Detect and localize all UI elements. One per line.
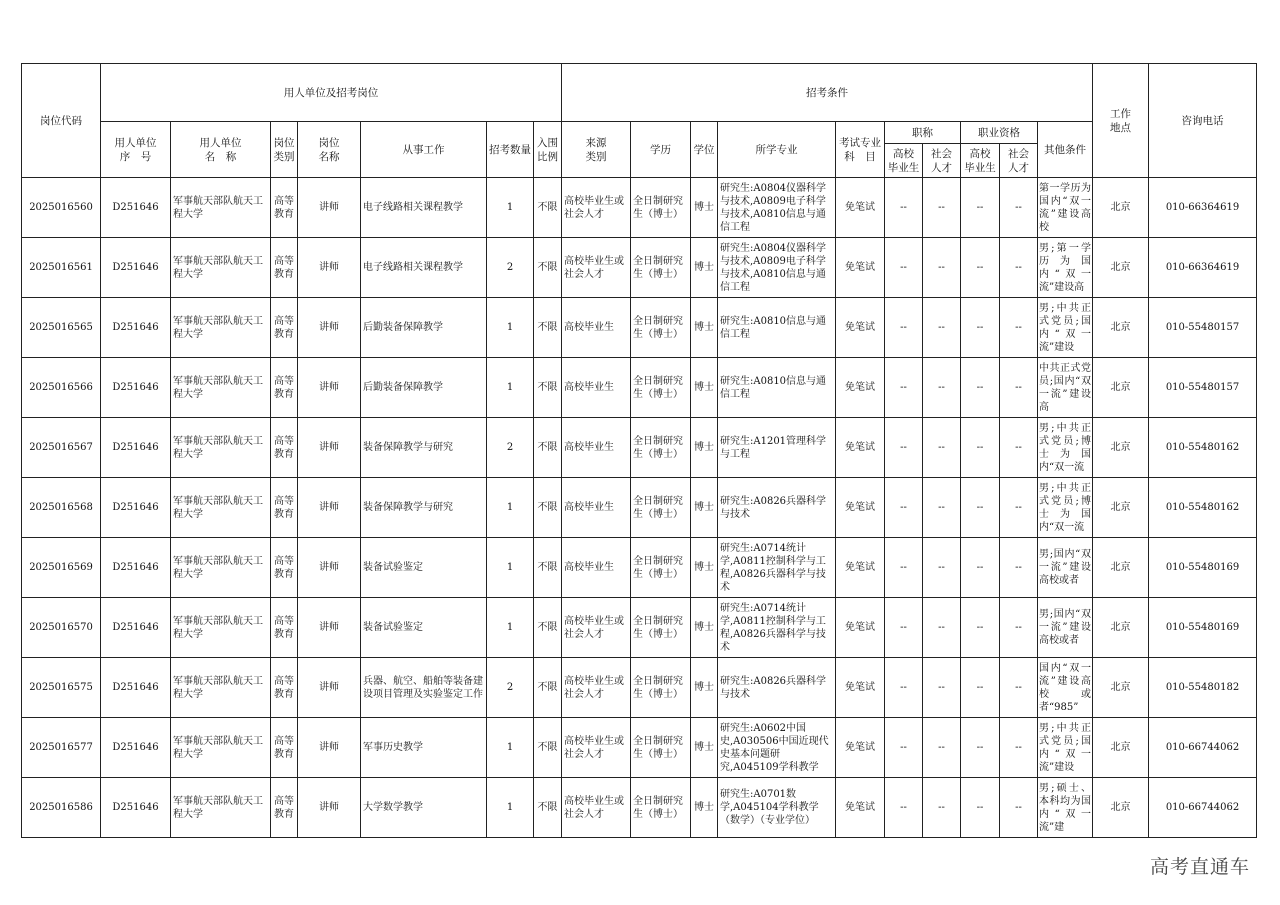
row-major: 研究生:A1201管理科学与工程 xyxy=(718,418,836,478)
row-title-social: -- xyxy=(923,478,961,538)
row-post: 讲师 xyxy=(298,718,361,778)
row-major: 研究生:A0810信息与通信工程 xyxy=(718,298,836,358)
row-other: 男;中共正式党员;博士为国内“双一流 xyxy=(1038,418,1093,478)
row-exam: 免笔试 xyxy=(836,538,885,598)
row-code: 2025016568 xyxy=(22,478,101,538)
row-title-social: -- xyxy=(923,718,961,778)
row-exam: 免笔试 xyxy=(836,238,885,298)
row-ratio: 不限 xyxy=(534,238,562,298)
row-post: 讲师 xyxy=(298,538,361,598)
row-phone: 010-55480157 xyxy=(1149,298,1257,358)
row-location: 北京 xyxy=(1093,358,1149,418)
row-unit-no: D251646 xyxy=(101,778,171,838)
row-other: 男;国内“双一流”建设高校或者 xyxy=(1038,598,1093,658)
row-unit-name: 军事航天部队航天工程大学 xyxy=(171,538,271,598)
row-qual-grad: -- xyxy=(961,358,1000,418)
row-location: 北京 xyxy=(1093,418,1149,478)
row-phone: 010-55480162 xyxy=(1149,418,1257,478)
table-row xyxy=(22,598,1257,658)
row-work: 装备试验鉴定 xyxy=(361,538,487,598)
row-location: 北京 xyxy=(1093,718,1149,778)
row-source: 高校毕业生或社会人才 xyxy=(562,718,631,778)
table-row xyxy=(22,718,1257,778)
row-source: 高校毕业生或社会人才 xyxy=(562,238,631,298)
row-ratio: 不限 xyxy=(534,778,562,838)
header-unit-no: 用人单位 序 号 xyxy=(101,122,171,178)
row-qual-grad: -- xyxy=(961,298,1000,358)
row-education: 全日制研究生（博士） xyxy=(631,778,691,838)
row-degree: 博士 xyxy=(691,778,718,838)
row-title-grad: -- xyxy=(885,598,923,658)
row-degree: 博士 xyxy=(691,598,718,658)
row-degree: 博士 xyxy=(691,298,718,358)
row-phone: 010-66744062 xyxy=(1149,778,1257,838)
row-qual-grad: -- xyxy=(961,598,1000,658)
row-phone: 010-55480157 xyxy=(1149,358,1257,418)
header-title-social: 社会 人才 xyxy=(923,144,961,178)
row-unit-no: D251646 xyxy=(101,598,171,658)
row-qual-grad: -- xyxy=(961,778,1000,838)
row-source: 高校毕业生 xyxy=(562,418,631,478)
row-source: 高校毕业生或社会人才 xyxy=(562,658,631,718)
row-source: 高校毕业生 xyxy=(562,298,631,358)
table-row xyxy=(22,418,1257,478)
row-exam: 免笔试 xyxy=(836,718,885,778)
row-major: 研究生:A0701数学,A045104学科教学（数学）（专业学位） xyxy=(718,778,836,838)
row-exam: 免笔试 xyxy=(836,178,885,238)
row-work: 电子线路相关课程教学 xyxy=(361,178,487,238)
watermark: 高考直通车 xyxy=(1149,856,1250,878)
row-work: 装备试验鉴定 xyxy=(361,598,487,658)
row-qual-grad: -- xyxy=(961,238,1000,298)
row-code: 2025016577 xyxy=(22,718,101,778)
row-title-grad: -- xyxy=(885,658,923,718)
header-code: 岗位代码 xyxy=(22,64,101,178)
header-quota: 招考数量 xyxy=(487,122,534,178)
row-exam: 免笔试 xyxy=(836,358,885,418)
header-title: 职称 xyxy=(885,122,961,144)
row-category: 高等教育 xyxy=(271,538,298,598)
row-location: 北京 xyxy=(1093,178,1149,238)
header-qual-social: 社会 人才 xyxy=(1000,144,1038,178)
row-qual-grad: -- xyxy=(961,478,1000,538)
row-quota: 1 xyxy=(487,538,534,598)
row-phone: 010-66364619 xyxy=(1149,178,1257,238)
row-quota: 1 xyxy=(487,478,534,538)
table-row xyxy=(22,298,1257,358)
row-degree: 博士 xyxy=(691,478,718,538)
row-category: 高等教育 xyxy=(271,418,298,478)
row-education: 全日制研究生（博士） xyxy=(631,718,691,778)
row-title-grad: -- xyxy=(885,478,923,538)
row-qual-social: -- xyxy=(1000,298,1038,358)
row-ratio: 不限 xyxy=(534,598,562,658)
row-category: 高等教育 xyxy=(271,778,298,838)
row-unit-no: D251646 xyxy=(101,658,171,718)
row-phone: 010-66744062 xyxy=(1149,718,1257,778)
table-row xyxy=(22,178,1257,238)
row-quota: 1 xyxy=(487,358,534,418)
row-major: 研究生:A0714统计学,A0811控制科学与工程,A0826兵器科学与技术 xyxy=(718,598,836,658)
row-code: 2025016566 xyxy=(22,358,101,418)
header-qualification: 职业资格 xyxy=(961,122,1038,144)
row-unit-no: D251646 xyxy=(101,298,171,358)
row-title-grad: -- xyxy=(885,238,923,298)
row-unit-name: 军事航天部队航天工程大学 xyxy=(171,178,271,238)
row-source: 高校毕业生或社会人才 xyxy=(562,178,631,238)
row-title-grad: -- xyxy=(885,418,923,478)
header-ratio: 入围 比例 xyxy=(534,122,562,178)
row-title-grad: -- xyxy=(885,298,923,358)
row-major: 研究生:A0714统计学,A0811控制科学与工程,A0826兵器科学与技术 xyxy=(718,538,836,598)
row-degree: 博士 xyxy=(691,718,718,778)
row-unit-no: D251646 xyxy=(101,358,171,418)
row-source: 高校毕业生或社会人才 xyxy=(562,778,631,838)
row-qual-social: -- xyxy=(1000,478,1038,538)
row-major: 研究生:A0804仪器科学与技术,A0809电子科学与技术,A0810信息与通信工程 xyxy=(718,178,836,238)
header-other: 其他条件 xyxy=(1038,122,1093,178)
row-title-social: -- xyxy=(923,358,961,418)
row-category: 高等教育 xyxy=(271,718,298,778)
header-title-grad: 高校 毕业生 xyxy=(885,144,923,178)
row-post: 讲师 xyxy=(298,178,361,238)
header-unit-group: 用人单位及招考岗位 xyxy=(101,64,562,122)
header-condition-group: 招考条件 xyxy=(562,64,1093,122)
row-qual-social: -- xyxy=(1000,358,1038,418)
row-exam: 免笔试 xyxy=(836,418,885,478)
row-unit-name: 军事航天部队航天工程大学 xyxy=(171,778,271,838)
table-row xyxy=(22,238,1257,298)
row-post: 讲师 xyxy=(298,778,361,838)
header-post-name: 岗位 名称 xyxy=(298,122,361,178)
row-code: 2025016575 xyxy=(22,658,101,718)
row-title-social: -- xyxy=(923,598,961,658)
row-degree: 博士 xyxy=(691,538,718,598)
row-education: 全日制研究生（博士） xyxy=(631,478,691,538)
row-major: 研究生:A0826兵器科学与技术 xyxy=(718,478,836,538)
row-ratio: 不限 xyxy=(534,718,562,778)
row-other: 男;硕士、本科均为国内“双一流”建 xyxy=(1038,778,1093,838)
row-location: 北京 xyxy=(1093,778,1149,838)
row-post: 讲师 xyxy=(298,358,361,418)
row-exam: 免笔试 xyxy=(836,298,885,358)
row-category: 高等教育 xyxy=(271,238,298,298)
row-unit-name: 军事航天部队航天工程大学 xyxy=(171,418,271,478)
row-degree: 博士 xyxy=(691,358,718,418)
row-qual-grad: -- xyxy=(961,718,1000,778)
row-other: 男;中共正式党员;国内“双一流”建设 xyxy=(1038,298,1093,358)
header-degree: 学位 xyxy=(691,122,718,178)
row-location: 北京 xyxy=(1093,598,1149,658)
row-qual-social: -- xyxy=(1000,598,1038,658)
row-ratio: 不限 xyxy=(534,538,562,598)
row-title-social: -- xyxy=(923,418,961,478)
header-location: 工作 地点 xyxy=(1093,64,1149,178)
row-unit-no: D251646 xyxy=(101,238,171,298)
row-quota: 1 xyxy=(487,298,534,358)
row-title-social: -- xyxy=(923,658,961,718)
table-row xyxy=(22,778,1257,838)
row-other: 国内“双一流”建设高校或者“985” xyxy=(1038,658,1093,718)
row-title-grad: -- xyxy=(885,358,923,418)
row-qual-grad: -- xyxy=(961,538,1000,598)
row-post: 讲师 xyxy=(298,478,361,538)
row-code: 2025016567 xyxy=(22,418,101,478)
table-row xyxy=(22,658,1257,718)
row-exam: 免笔试 xyxy=(836,478,885,538)
row-qual-social: -- xyxy=(1000,658,1038,718)
row-education: 全日制研究生（博士） xyxy=(631,538,691,598)
header-unit-name: 用人单位 名 称 xyxy=(171,122,271,178)
row-title-grad: -- xyxy=(885,178,923,238)
header-major: 所学专业 xyxy=(718,122,836,178)
row-qual-social: -- xyxy=(1000,178,1038,238)
header-source: 来源 类别 xyxy=(562,122,631,178)
row-source: 高校毕业生 xyxy=(562,478,631,538)
row-quota: 2 xyxy=(487,238,534,298)
row-qual-social: -- xyxy=(1000,238,1038,298)
row-post: 讲师 xyxy=(298,298,361,358)
row-title-grad: -- xyxy=(885,778,923,838)
row-education: 全日制研究生（博士） xyxy=(631,298,691,358)
row-title-grad: -- xyxy=(885,718,923,778)
row-category: 高等教育 xyxy=(271,298,298,358)
row-work: 电子线路相关课程教学 xyxy=(361,238,487,298)
header-work: 从事工作 xyxy=(361,122,487,178)
header-qual-grad: 高校 毕业生 xyxy=(961,144,1000,178)
row-phone: 010-66364619 xyxy=(1149,238,1257,298)
row-title-social: -- xyxy=(923,178,961,238)
row-exam: 免笔试 xyxy=(836,658,885,718)
row-ratio: 不限 xyxy=(534,658,562,718)
row-phone: 010-55480169 xyxy=(1149,598,1257,658)
header-category: 岗位 类别 xyxy=(271,122,298,178)
row-work: 兵器、航空、船舶等装备建设项目管理及实验鉴定工作 xyxy=(361,658,487,718)
row-degree: 博士 xyxy=(691,418,718,478)
row-unit-name: 军事航天部队航天工程大学 xyxy=(171,358,271,418)
row-other: 男;中共正式党员;国内“双一流”建设 xyxy=(1038,718,1093,778)
row-ratio: 不限 xyxy=(534,178,562,238)
row-unit-no: D251646 xyxy=(101,718,171,778)
row-title-social: -- xyxy=(923,538,961,598)
row-quota: 2 xyxy=(487,418,534,478)
row-title-grad: -- xyxy=(885,538,923,598)
row-qual-social: -- xyxy=(1000,718,1038,778)
row-education: 全日制研究生（博士） xyxy=(631,238,691,298)
row-code: 2025016565 xyxy=(22,298,101,358)
row-quota: 1 xyxy=(487,778,534,838)
row-qual-social: -- xyxy=(1000,778,1038,838)
row-unit-name: 军事航天部队航天工程大学 xyxy=(171,718,271,778)
row-qual-social: -- xyxy=(1000,538,1038,598)
row-unit-name: 军事航天部队航天工程大学 xyxy=(171,298,271,358)
row-location: 北京 xyxy=(1093,538,1149,598)
row-degree: 博士 xyxy=(691,658,718,718)
row-education: 全日制研究生（博士） xyxy=(631,598,691,658)
row-title-social: -- xyxy=(923,238,961,298)
row-post: 讲师 xyxy=(298,238,361,298)
row-exam: 免笔试 xyxy=(836,778,885,838)
row-phone: 010-55480182 xyxy=(1149,658,1257,718)
row-ratio: 不限 xyxy=(534,298,562,358)
row-category: 高等教育 xyxy=(271,178,298,238)
row-ratio: 不限 xyxy=(534,478,562,538)
table-row xyxy=(22,538,1257,598)
row-location: 北京 xyxy=(1093,658,1149,718)
row-other: 中共正式党员;国内“双一流”建设高 xyxy=(1038,358,1093,418)
row-title-social: -- xyxy=(923,298,961,358)
row-education: 全日制研究生（博士） xyxy=(631,358,691,418)
header-education: 学历 xyxy=(631,122,691,178)
table-row xyxy=(22,358,1257,418)
table-row xyxy=(22,478,1257,538)
row-exam: 免笔试 xyxy=(836,598,885,658)
recruitment-table xyxy=(21,63,1257,838)
row-unit-name: 军事航天部队航天工程大学 xyxy=(171,658,271,718)
row-major: 研究生:A0826兵器科学与技术 xyxy=(718,658,836,718)
row-code: 2025016560 xyxy=(22,178,101,238)
row-major: 研究生:A0810信息与通信工程 xyxy=(718,358,836,418)
row-work: 装备保障教学与研究 xyxy=(361,478,487,538)
row-major: 研究生:A0602中国史,A030506中国近现代史基本问题研究,A045109学科教学 xyxy=(718,718,836,778)
row-category: 高等教育 xyxy=(271,478,298,538)
row-education: 全日制研究生（博士） xyxy=(631,658,691,718)
row-phone: 010-55480162 xyxy=(1149,478,1257,538)
row-source: 高校毕业生 xyxy=(562,358,631,418)
row-location: 北京 xyxy=(1093,298,1149,358)
row-location: 北京 xyxy=(1093,238,1149,298)
row-code: 2025016569 xyxy=(22,538,101,598)
row-category: 高等教育 xyxy=(271,598,298,658)
row-unit-name: 军事航天部队航天工程大学 xyxy=(171,238,271,298)
row-ratio: 不限 xyxy=(534,418,562,478)
row-quota: 2 xyxy=(487,658,534,718)
row-other: 男;国内“双一流”建设高校或者 xyxy=(1038,538,1093,598)
row-work: 后勤装备保障教学 xyxy=(361,298,487,358)
row-unit-name: 军事航天部队航天工程大学 xyxy=(171,598,271,658)
row-other: 男;中共正式党员;博士为国内“双一流 xyxy=(1038,478,1093,538)
row-title-social: -- xyxy=(923,778,961,838)
row-unit-no: D251646 xyxy=(101,418,171,478)
header-exam: 考试专业 科 目 xyxy=(836,122,885,178)
row-quota: 1 xyxy=(487,718,534,778)
row-degree: 博士 xyxy=(691,178,718,238)
row-source: 高校毕业生或社会人才 xyxy=(562,598,631,658)
row-education: 全日制研究生（博士） xyxy=(631,178,691,238)
row-other: 男;第一学历为国内“双一流”建设高 xyxy=(1038,238,1093,298)
row-unit-no: D251646 xyxy=(101,178,171,238)
row-major: 研究生:A0804仪器科学与技术,A0809电子科学与技术,A0810信息与通信工程 xyxy=(718,238,836,298)
row-post: 讲师 xyxy=(298,658,361,718)
header-phone: 咨询电话 xyxy=(1149,64,1257,178)
row-education: 全日制研究生（博士） xyxy=(631,418,691,478)
row-qual-grad: -- xyxy=(961,418,1000,478)
row-quota: 1 xyxy=(487,598,534,658)
row-degree: 博士 xyxy=(691,238,718,298)
row-unit-no: D251646 xyxy=(101,538,171,598)
row-other: 第一学历为国内“双一流”建设高校 xyxy=(1038,178,1093,238)
row-category: 高等教育 xyxy=(271,358,298,418)
row-work: 后勤装备保障教学 xyxy=(361,358,487,418)
row-phone: 010-55480169 xyxy=(1149,538,1257,598)
row-code: 2025016561 xyxy=(22,238,101,298)
row-qual-social: -- xyxy=(1000,418,1038,478)
row-work: 军事历史教学 xyxy=(361,718,487,778)
row-code: 2025016586 xyxy=(22,778,101,838)
row-qual-grad: -- xyxy=(961,178,1000,238)
row-qual-grad: -- xyxy=(961,658,1000,718)
row-work: 大学数学教学 xyxy=(361,778,487,838)
row-post: 讲师 xyxy=(298,418,361,478)
row-category: 高等教育 xyxy=(271,658,298,718)
row-post: 讲师 xyxy=(298,598,361,658)
row-code: 2025016570 xyxy=(22,598,101,658)
row-source: 高校毕业生 xyxy=(562,538,631,598)
row-ratio: 不限 xyxy=(534,358,562,418)
row-unit-no: D251646 xyxy=(101,478,171,538)
row-unit-name: 军事航天部队航天工程大学 xyxy=(171,478,271,538)
row-work: 装备保障教学与研究 xyxy=(361,418,487,478)
row-location: 北京 xyxy=(1093,478,1149,538)
row-quota: 1 xyxy=(487,178,534,238)
